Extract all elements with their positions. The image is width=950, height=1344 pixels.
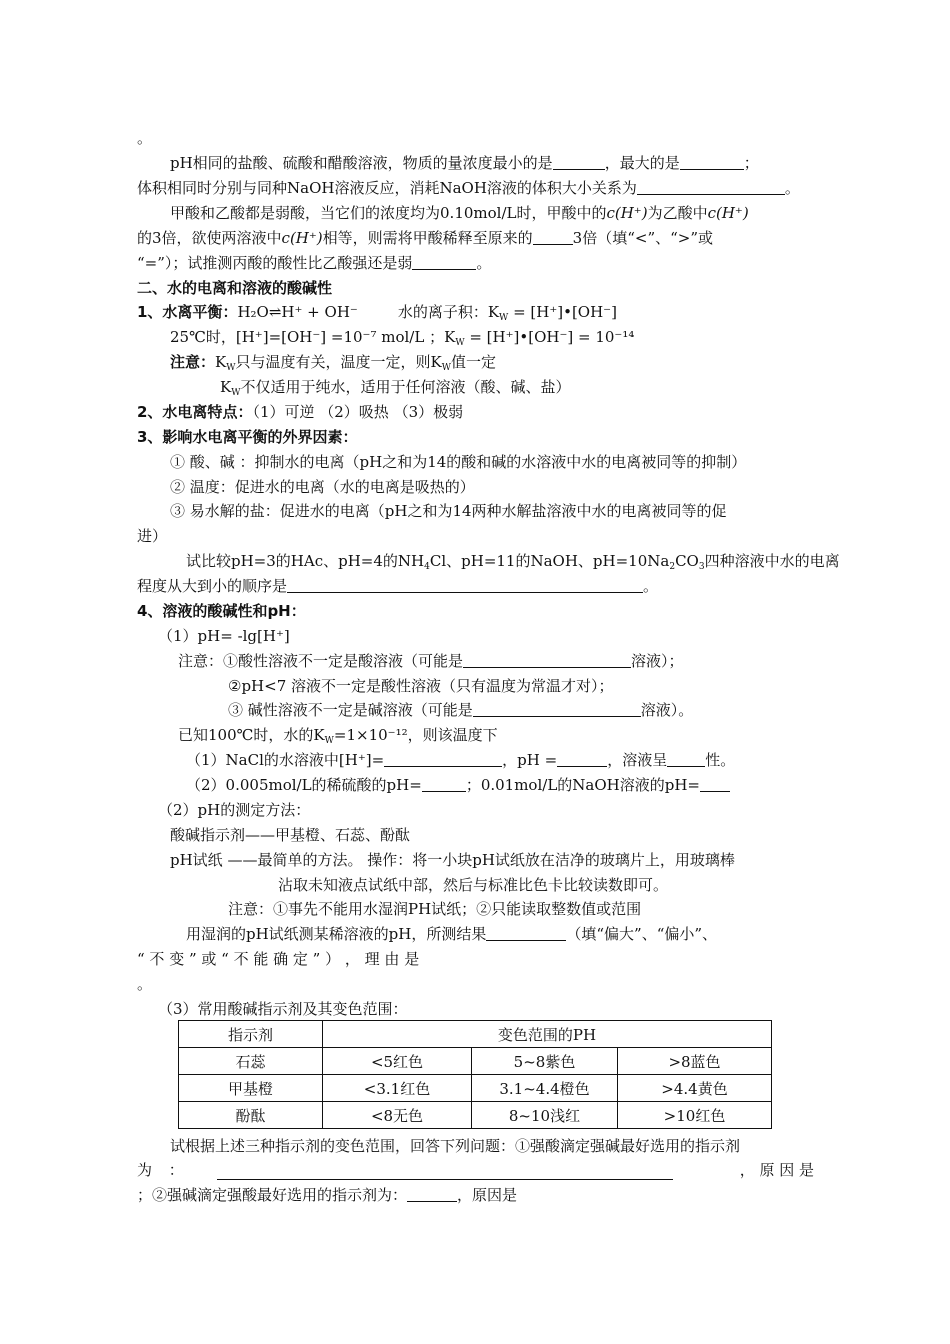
answer-blank[interactable] [422, 777, 466, 792]
text: = [H⁺]•[OH⁻] [508, 303, 617, 321]
answer-blank[interactable] [680, 155, 744, 170]
subscript: W [324, 736, 334, 746]
question-line: “ 不 变 ” 或 “ 不 能 确 定 ” ） ， 理 由 是 [137, 950, 420, 968]
text-line: 进） [137, 527, 168, 545]
table-cell: >4.4黄色 [618, 1075, 772, 1102]
section-heading: 二、水的电离和溶液的酸碱性 [137, 279, 333, 297]
answer-blank[interactable] [533, 230, 573, 245]
text: 甲酸和乙酸都是弱酸，当它们的浓度均为0.10mol/L时，甲酸中的 [170, 204, 607, 222]
text: ，原因是 [457, 1186, 518, 1204]
answer-blank[interactable] [553, 155, 605, 170]
text: ，溶液呈 [607, 751, 668, 769]
text: ；0.01mol/L的NaOH溶液的pH= [465, 776, 700, 794]
text-line [178, 725, 498, 745]
subscript: 2 [669, 562, 676, 572]
table-cell: 5~8紫色 [472, 1048, 618, 1075]
subheading: 3、影响水电离平衡的外界因素： [137, 428, 358, 446]
compare-question-line [137, 576, 658, 596]
note-line [170, 352, 496, 372]
answer-blank[interactable] [637, 180, 785, 195]
question-formic-line [170, 203, 749, 223]
note-line [220, 377, 571, 397]
answer-blank[interactable] [463, 653, 631, 668]
text: 。 [476, 254, 492, 272]
note-line: 注意：①事先不能用水湿润PH试纸；②只能读取整数值或范围 [228, 900, 642, 918]
text: 的3倍，欲使两溶液中 [137, 229, 282, 247]
text: 。 [643, 577, 659, 595]
subscript: 4 [424, 562, 430, 572]
text: ；②强碱滴定强酸最好选用的指示剂为： [137, 1186, 408, 1204]
text-line: （3）常用酸碱指示剂及其变色范围： [158, 1000, 408, 1018]
text: 值一定 [450, 353, 496, 371]
answer-blank[interactable] [287, 578, 643, 593]
question-line [186, 750, 735, 770]
text: （填“偏大”、“偏小”、 [566, 925, 718, 943]
table-row [179, 1048, 772, 1075]
subscript: W [499, 313, 509, 323]
text: ， 原 因 是 [739, 1161, 814, 1179]
answer-blank[interactable] [384, 752, 502, 767]
answer-blank[interactable] [412, 255, 476, 270]
text-line: 沾取未知液点试纸中部，然后与标准比色卡比较读数即可。 [278, 876, 669, 894]
subheading: 2、水电离特点： [137, 403, 253, 421]
table-cell: >10红色 [618, 1102, 772, 1129]
note-line [178, 651, 684, 671]
note-line: ②pH<7 溶液不一定是酸性溶液（只有温度为常温才对）； [228, 677, 614, 695]
text: 体积相同时分别与同种NaOH溶液反应，消耗NaOH溶液的体积大小关系为 [137, 179, 637, 197]
text: “=”）；试推测丙酸的酸性比乙酸强还是弱 [137, 254, 413, 272]
text: pH相同的盐酸、硫酸和醋酸溶液，物质的量浓度最小的是 [170, 154, 553, 172]
table-cell: 石蕊 [179, 1048, 323, 1075]
answer-blank[interactable] [486, 926, 566, 941]
text: 为乙酸中 [647, 204, 708, 222]
subscript: W [226, 363, 236, 373]
table-row [179, 1075, 772, 1102]
text: 溶液）。 [640, 701, 694, 719]
water-product-line [170, 327, 634, 347]
subscript: 3 [698, 562, 705, 572]
table-cell: 酚酞 [179, 1102, 323, 1129]
text: 试比较pH=3的HAc、pH=4的NH [186, 552, 425, 570]
question-line [137, 1160, 814, 1180]
text-line: （1）pH= -lg[H⁺] [158, 627, 290, 645]
table-cell: <5红色 [323, 1048, 472, 1075]
text: 。 [784, 179, 800, 197]
text: 为 ： [137, 1161, 190, 1179]
text-line: pH试纸 ——最简单的方法。 操作：将一小块pH试纸放在洁净的玻璃片上，用玻璃棒 [170, 851, 735, 869]
text-line: ③ 易水解的盐：促进水的电离（pH之和为14两种水解盐溶液中水的电离被同等的促 [170, 502, 727, 520]
subheading: 4、溶液的酸碱性和pH： [137, 602, 306, 620]
text: 溶液）； [631, 652, 684, 670]
subscript: W [455, 338, 465, 348]
table-cell: 3.1~4.4橙色 [472, 1075, 618, 1102]
text: K [215, 353, 227, 371]
text: （1）NaCl的水溶液中[H⁺]= [186, 751, 385, 769]
compare-question-line [186, 551, 840, 571]
text: = [H⁺]•[OH⁻] = 10⁻¹⁴ [464, 328, 635, 346]
table-header-cell: 指示剂 [179, 1021, 323, 1048]
concentration-symbol: c(H⁺) [707, 204, 749, 222]
question-line [186, 924, 717, 944]
text-line: ② 温度：促进水的电离（水的电离是吸热的） [170, 478, 475, 496]
equation: H₂O⇌H⁺ + OH⁻ [237, 303, 358, 321]
indicator-table [178, 1020, 772, 1129]
text: 已知100℃时，水的K [178, 726, 325, 744]
water-equilibrium-line [137, 302, 617, 322]
table-header-cell: 变色范围的PH [323, 1021, 772, 1048]
text-line: （2）pH的测定方法： [158, 801, 311, 819]
answer-blank[interactable] [473, 702, 641, 717]
question-line [137, 1185, 517, 1205]
text: 只与温度有关，温度一定，则K [235, 353, 442, 371]
text: ③ 碱性溶液不一定是碱溶液（可能是 [228, 701, 473, 719]
subscript: W [231, 388, 241, 398]
text: （2）0.005mol/L的稀硫酸的pH= [186, 776, 422, 794]
answer-blank[interactable] [407, 1187, 457, 1202]
text-line: 酸碱指示剂——甲基橙、石蕊、酚酞 [170, 826, 411, 844]
concentration-symbol: c(H⁺) [606, 204, 648, 222]
text: 用湿润的pH试纸测某稀溶液的pH，所测结果 [186, 925, 487, 943]
question-line [186, 775, 730, 795]
text: =1×10⁻¹²，则该温度下 [333, 726, 498, 744]
answer-blank[interactable] [667, 752, 705, 767]
question-formic-line [137, 228, 713, 248]
answer-blank[interactable] [700, 777, 730, 792]
text: 不仅适用于纯水，适用于任何溶液（酸、碱、盐） [240, 378, 571, 396]
subheading: 1、水离平衡： [137, 303, 238, 321]
table-header-row [179, 1021, 772, 1048]
ionization-feature-line [137, 402, 463, 422]
note-label: 注意： [170, 353, 216, 371]
text: 注意：①酸性溶液不一定是酸溶液（可能是 [178, 652, 464, 670]
question-formic-line [137, 253, 491, 273]
text: （1）可逆 （2）吸热 （3）极弱 [252, 403, 464, 421]
text: ，最大的是 [604, 154, 680, 172]
answer-blank[interactable] [557, 752, 607, 767]
subscript: W [441, 363, 451, 373]
concentration-symbol: c(H⁺) [281, 229, 323, 247]
table-row [179, 1102, 772, 1129]
question-ph-line [170, 153, 759, 173]
text: 相等，则需将甲酸稀释至原来的 [322, 229, 533, 247]
note-line [228, 700, 693, 720]
text: Cl、pH=11的NaOH、pH=10Na [429, 552, 670, 570]
text-line: ① 酸、碱 ：抑制水的电离（pH之和为14的酸和碱的水溶液中水的电离被同等的抑制） [170, 453, 747, 471]
text: 25℃时，[H⁺]=[OH⁻] =10⁻⁷ mol/L ；K [170, 328, 456, 346]
text: 3倍（填“<”、“>”或 [572, 229, 714, 247]
table-cell: <8无色 [323, 1102, 472, 1129]
table-cell: <3.1红色 [323, 1075, 472, 1102]
text-line: 。 [137, 129, 153, 147]
table-cell: 甲基橙 [179, 1075, 323, 1102]
text: K [220, 378, 232, 396]
answer-blank[interactable] [217, 1165, 673, 1180]
table-cell: 8~10浅红 [472, 1102, 618, 1129]
question-line: 试根据上述三种指示剂的变色范围，回答下列问题：①强酸滴定强碱最好选用的指示剂 [170, 1137, 741, 1155]
text: 性。 [705, 751, 736, 769]
text: 程度从大到小的顺序是 [137, 577, 288, 595]
table-cell: >8蓝色 [618, 1048, 772, 1075]
text: 四种溶液中水的电离 [704, 552, 840, 570]
text: 水的离子积：K [397, 303, 500, 321]
text: ； [743, 154, 759, 172]
text: ，pH = [502, 751, 558, 769]
text: CO [675, 552, 699, 570]
question-ph-line [137, 178, 800, 198]
text-line: 。 [137, 975, 153, 993]
